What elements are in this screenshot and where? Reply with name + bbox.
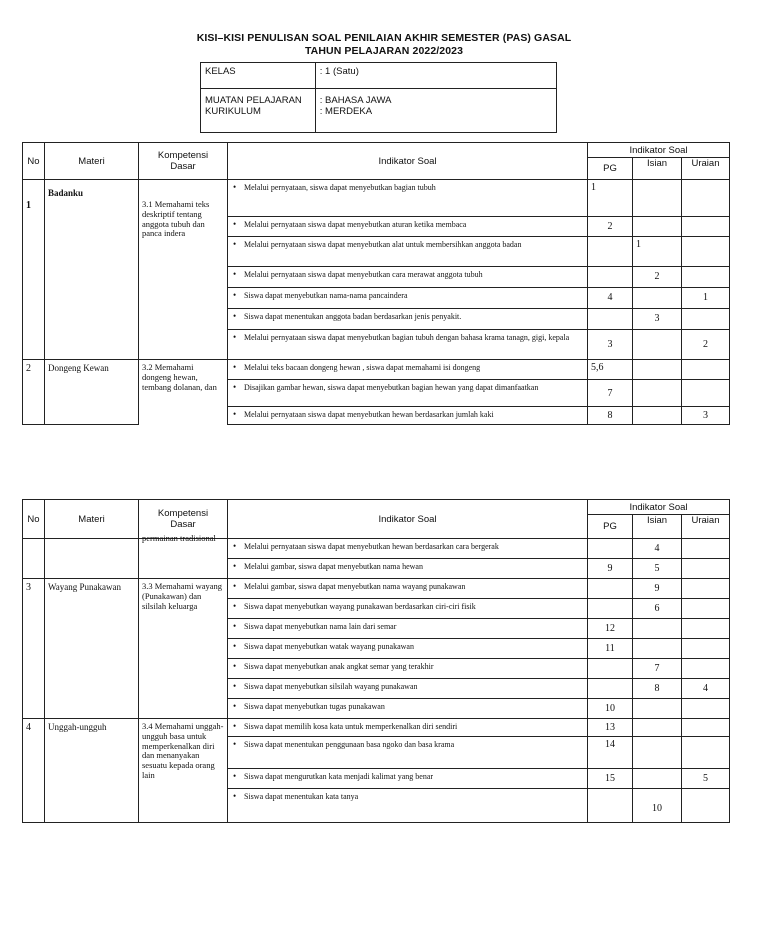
row-materi	[45, 539, 139, 579]
row-indikator: • Siswa dapat mengurutkan kata menjadi kalimat yang benar	[228, 769, 588, 789]
col-group-header: Indikator Soal	[588, 143, 730, 158]
row-pg	[588, 539, 633, 559]
row-isian: 7	[633, 659, 682, 679]
row-pg: 1	[588, 180, 633, 217]
row-isian	[633, 619, 682, 639]
row-pg: 3	[588, 330, 633, 360]
row-isian	[633, 699, 682, 719]
row-pg: 5,6	[588, 360, 633, 380]
row-indikator: • Melalui teks bacaan dongeng hewan , siswa dapat memahami isi dongeng	[228, 360, 588, 380]
kd-header-line1: Kompetensi	[157, 150, 209, 161]
row-isian: 2	[633, 267, 682, 288]
row-indikator: • Disajikan gambar hewan, siswa dapat menyebutkan bagian hewan yang dapat dimanfaatkan	[228, 380, 588, 407]
row-isian	[633, 719, 682, 737]
row-isian	[633, 380, 682, 407]
col-materi-header: Materi	[45, 500, 139, 539]
row-no: 3	[23, 579, 45, 719]
row-pg	[588, 679, 633, 699]
row-pg	[588, 789, 633, 823]
row-kd: 3.4 Memahami unggah-ungguh basa untuk memperkenalkan diri dan menanyakan sesuatu kepada orang lain	[139, 719, 228, 823]
col-uraian-header: Uraian	[682, 158, 730, 180]
row-kd-text: 3.2 Memahami dongeng hewan, tembang dolanan, dan	[142, 363, 217, 392]
row-isian: 4	[633, 539, 682, 559]
col-pg-header: PG	[588, 158, 633, 180]
muatan-kurikulum-labels	[201, 89, 316, 133]
document-subtitle: TAHUN PELAJARAN 2022/2023	[304, 45, 464, 57]
row-no: 1	[23, 180, 45, 360]
row-kd-text: permainan tradisional	[142, 533, 216, 543]
kurikulum-label: KURIKULUM	[205, 106, 261, 117]
muatan-kurikulum-values	[315, 89, 556, 133]
row-isian	[633, 330, 682, 360]
row-uraian	[682, 559, 730, 579]
table-row	[23, 360, 730, 380]
row-kd	[139, 360, 228, 425]
row-isian: 8	[633, 679, 682, 699]
row-pg	[588, 309, 633, 330]
row-pg: 7	[588, 380, 633, 407]
kd-header-line2: Dasar	[170, 519, 196, 530]
row-indikator: • Siswa dapat menyebutkan silsilah wayang punakawan	[228, 679, 588, 699]
table-row	[23, 719, 730, 737]
col-no-header: No	[23, 143, 45, 180]
row-pg	[588, 599, 633, 619]
row-pg	[588, 659, 633, 679]
row-indikator: • Melalui pernyataan siswa dapat menyebutkan hewan berdasarkan cara bergerak	[228, 539, 588, 559]
row-materi: Wayang Punakawan	[45, 579, 139, 719]
row-isian	[633, 360, 682, 380]
document-title: KISI–KISI PENULISAN SOAL PENILAIAN AKHIR SEMESTER (PAS) GASAL	[196, 32, 572, 44]
row-indikator: • Siswa dapat menyebutkan nama lain dari semar	[228, 619, 588, 639]
row-isian	[633, 769, 682, 789]
row-uraian	[682, 639, 730, 659]
kelas-value: : 1 (Satu)	[315, 63, 556, 89]
row-indikator: • Melalui pernyataan siswa dapat menyebutkan aturan ketika membaca	[228, 217, 588, 237]
row-uraian	[682, 699, 730, 719]
col-isian-header: Isian	[633, 158, 682, 180]
row-isian: 3	[633, 309, 682, 330]
row-uraian	[682, 360, 730, 380]
row-indikator: • Melalui gambar, siswa dapat menyebutkan nama hewan	[228, 559, 588, 579]
kurikulum-value: : MERDEKA	[319, 106, 373, 117]
row-pg	[588, 237, 633, 267]
row-indikator: • Melalui pernyataan siswa dapat menyebutkan cara merawat anggota tubuh	[228, 267, 588, 288]
row-uraian: 4	[682, 679, 730, 699]
row-uraian	[682, 737, 730, 769]
row-isian: 10	[633, 789, 682, 823]
row-uraian	[682, 267, 730, 288]
row-indikator: • Melalui pernyataan, siswa dapat menyebutkan bagian tubuh	[228, 180, 588, 217]
row-indikator: • Siswa dapat menentukan penggunaan basa ngoko dan basa krama	[228, 737, 588, 769]
row-pg: 13	[588, 719, 633, 737]
row-indikator: • Siswa dapat menentukan kata tanya	[228, 789, 588, 823]
row-indikator: • Melalui pernyataan siswa dapat menyebutkan hewan berdasarkan jumlah kaki	[228, 407, 588, 424]
row-indikator: • Siswa dapat menyebutkan wayang punakawan berdasarkan ciri-ciri fisik	[228, 599, 588, 619]
col-pg-header: PG	[588, 515, 633, 539]
kisi-table-1	[22, 142, 730, 425]
kd-header-line1: Kompetensi	[157, 508, 209, 519]
row-pg: 15	[588, 769, 633, 789]
row-uraian	[682, 579, 730, 599]
info-table	[200, 62, 557, 133]
kd-header-line2: Dasar	[170, 161, 196, 172]
row-indikator: • Siswa dapat menyebutkan anak angkat semar yang terakhir	[228, 659, 588, 679]
row-uraian	[682, 619, 730, 639]
row-kd: 3.3 Memahami wayang (Punakawan) dan silsilah keluarga	[139, 579, 228, 719]
col-kd-header	[139, 143, 228, 180]
row-uraian	[682, 659, 730, 679]
kelas-label: KELAS	[201, 63, 316, 89]
row-materi: Dongeng Kewan	[45, 360, 139, 425]
row-indikator: • Siswa dapat menyebutkan nama-nama pancaindera	[228, 288, 588, 309]
row-uraian: 5	[682, 769, 730, 789]
muatan-value: : BAHASA JAWA	[319, 95, 392, 106]
row-isian: 1	[633, 237, 682, 267]
row-indikator: • Siswa dapat menentukan anggota badan berdasarkan jenis penyakit.	[228, 309, 588, 330]
row-indikator: • Siswa dapat memilih kosa kata untuk memperkenalkan diri sendiri	[228, 719, 588, 737]
row-uraian: 1	[682, 288, 730, 309]
row-no: 4	[23, 719, 45, 823]
row-indikator: • Melalui gambar, siswa dapat menyebutkan nama wayang punakawan	[228, 579, 588, 599]
row-uraian	[682, 380, 730, 407]
row-pg: 14	[588, 737, 633, 769]
col-indikator-header: Indikator Soal	[228, 143, 588, 180]
row-uraian	[682, 719, 730, 737]
row-uraian	[682, 180, 730, 217]
table-row	[23, 539, 730, 559]
row-indikator: • Melalui pernyataan siswa dapat menyebutkan alat untuk membersihkan anggota badan	[228, 237, 588, 267]
row-isian	[633, 180, 682, 217]
row-indikator: • Melalui pernyataan siswa dapat menyebutkan bagian tubuh dengan bahasa krama tanagn, gigi, kepala	[228, 330, 588, 360]
row-pg: 12	[588, 619, 633, 639]
table-row	[23, 579, 730, 599]
col-no-header: No	[23, 500, 45, 539]
row-uraian	[682, 789, 730, 823]
row-pg: 8	[588, 407, 633, 424]
row-kd	[139, 533, 228, 579]
row-kd: 3.1 Memahami teks deskriptif tentang anggota tubuh dan panca indera	[139, 180, 228, 360]
row-indikator: • Siswa dapat menyebutkan tugas punakawan	[228, 699, 588, 719]
row-indikator: • Siswa dapat menyebutkan watak wayang punakawan	[228, 639, 588, 659]
row-materi: Unggah-ungguh	[45, 719, 139, 823]
row-isian	[633, 407, 682, 424]
row-isian: 5	[633, 559, 682, 579]
row-pg: 11	[588, 639, 633, 659]
row-uraian: 2	[682, 330, 730, 360]
row-uraian	[682, 217, 730, 237]
row-pg	[588, 267, 633, 288]
row-isian	[633, 639, 682, 659]
muatan-label: MUATAN PELAJARAN	[205, 95, 302, 106]
row-isian: 6	[633, 599, 682, 619]
row-pg	[588, 579, 633, 599]
row-pg: 9	[588, 559, 633, 579]
col-indikator-header: Indikator Soal	[228, 500, 588, 539]
row-pg: 10	[588, 699, 633, 719]
row-no: 2	[23, 360, 45, 425]
col-isian-header: Isian	[633, 515, 682, 539]
row-uraian: 3	[682, 407, 730, 424]
col-materi-header: Materi	[45, 143, 139, 180]
row-uraian	[682, 539, 730, 559]
row-no	[23, 539, 45, 579]
row-isian	[633, 217, 682, 237]
col-uraian-header: Uraian	[682, 515, 730, 539]
row-uraian	[682, 309, 730, 330]
col-group-header: Indikator Soal	[588, 500, 730, 515]
kisi-table-2	[22, 499, 730, 823]
row-materi: Badanku	[45, 180, 139, 360]
row-pg: 2	[588, 217, 633, 237]
table-row	[23, 180, 730, 217]
row-pg: 4	[588, 288, 633, 309]
row-uraian	[682, 237, 730, 267]
row-isian: 9	[633, 579, 682, 599]
row-isian	[633, 288, 682, 309]
row-uraian	[682, 599, 730, 619]
row-isian	[633, 737, 682, 769]
